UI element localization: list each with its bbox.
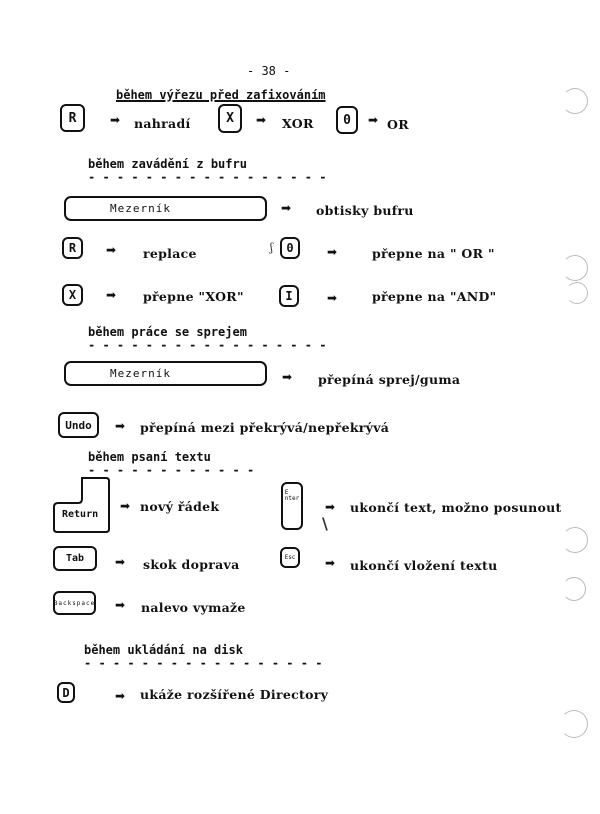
arrow-icon: ➡ — [282, 370, 293, 384]
page-number: - 38 - — [247, 64, 291, 78]
arrow-icon: ➡ — [106, 243, 117, 257]
key-return-outline — [52, 475, 112, 535]
arrow-icon: ➡ — [327, 291, 338, 305]
punch-hole — [562, 88, 588, 114]
key-x: X — [62, 284, 83, 306]
arrow-icon: ➡ — [115, 598, 126, 612]
desc-prepne-and: přepne na "AND" — [372, 289, 497, 304]
arrow-icon: ➡ — [281, 201, 292, 215]
heading-underline: - - - - - - - - - - - - - - - - - — [84, 656, 323, 670]
punch-hole — [562, 577, 586, 601]
heading-underline: - - - - - - - - - - - - - - - - - — [88, 338, 327, 352]
key-0: 0 — [280, 237, 300, 259]
desc-ukonci-vlozeni: ukončí vložení textu — [350, 558, 498, 573]
key-r: R — [60, 104, 85, 132]
key-x: X — [218, 104, 242, 133]
desc-obtisky: obtisky bufru — [316, 203, 414, 218]
desc-radek: nový řádek — [140, 499, 220, 514]
punch-hole — [562, 527, 588, 553]
desc-xor: XOR — [282, 116, 314, 131]
key-0: 0 — [336, 106, 358, 134]
desc-nalevo: nalevo vymaže — [141, 600, 246, 615]
desc-nahradi: nahradí — [134, 116, 191, 131]
punch-hole — [566, 282, 588, 304]
arrow-icon: ➡ — [106, 288, 117, 302]
arrow-icon: ➡ — [115, 419, 126, 433]
key-return-label: Return — [62, 509, 99, 520]
desc-prepne-xor: přepne "XOR" — [143, 289, 244, 304]
punch-hole — [560, 710, 588, 738]
arrow-icon: ➡ — [110, 113, 121, 127]
pen-mark: ʃ — [270, 241, 273, 254]
desc-undo: přepíná mezi překrývá/nepřekrývá — [140, 420, 390, 435]
arrow-icon: ➡ — [120, 499, 131, 513]
heading-underline: - - - - - - - - - - - - - - - - - — [88, 170, 327, 184]
key-backspace: Backspace — [53, 591, 96, 615]
section-heading-buffer: během zavádění z bufru — [88, 157, 247, 171]
key-tab: Tab — [53, 546, 97, 571]
key-spacebar: Mezerník — [64, 361, 267, 386]
key-d: D — [57, 682, 75, 703]
arrow-icon: ➡ — [368, 113, 379, 127]
desc-sprej: přepíná sprej/guma — [318, 372, 461, 387]
desc-prepne-or: přepne na " OR " — [372, 246, 495, 261]
punch-hole — [562, 255, 588, 281]
section-heading-text: během psaní textu — [88, 450, 211, 464]
arrow-icon: ➡ — [325, 556, 336, 570]
section-heading-disk: během ukládání na disk — [84, 643, 243, 657]
arrow-icon: ➡ — [325, 500, 336, 514]
arrow-icon: ➡ — [327, 245, 338, 259]
key-r: R — [62, 237, 83, 259]
pen-mark: \ — [322, 514, 328, 533]
section-heading-cutout: během výřezu před zafixováním — [116, 88, 326, 102]
key-esc: Esc — [280, 547, 300, 568]
desc-replace: replace — [143, 246, 197, 261]
key-enter: E nter — [281, 482, 303, 530]
heading-underline: - - - - - - - - - - - - — [88, 463, 255, 477]
section-heading-spray: během práce se sprejem — [88, 325, 247, 339]
desc-or: OR — [387, 117, 409, 132]
desc-skok: skok doprava — [143, 557, 240, 572]
key-undo: Undo — [58, 412, 99, 438]
arrow-icon: ➡ — [115, 555, 126, 569]
desc-directory: ukáže rozšířené Directory — [140, 687, 329, 702]
arrow-icon: ➡ — [256, 113, 267, 127]
desc-ukonci-text: ukončí text, možno posunout — [350, 500, 562, 515]
key-spacebar: Mezerník — [64, 196, 267, 221]
key-i: I — [279, 285, 299, 307]
arrow-icon: ➡ — [115, 689, 126, 703]
